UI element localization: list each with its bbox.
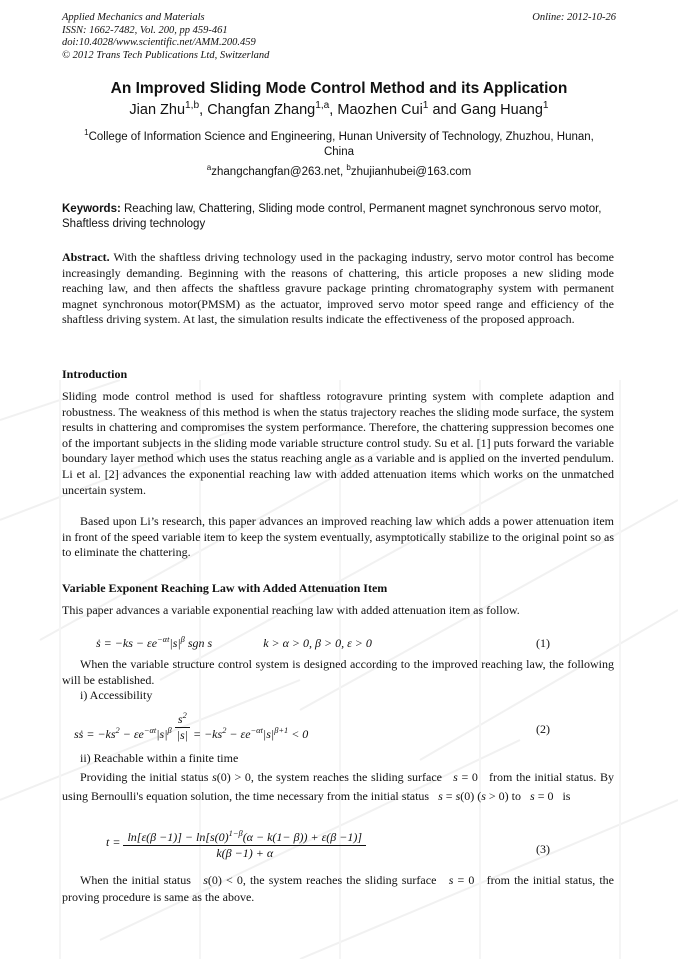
equation-2: sṡ = $-ks^2 - \varepsilon e^{-\alpha t}|s|^\beta$ $\frac{s^2}{|s|}$ = $-ks^2 - \varepsilon e^{-\alpha t}|s|^{\beta+1} < 0$ (2) <box>74 711 550 742</box>
affiliation <box>80 130 598 160</box>
abstract <box>62 250 614 328</box>
section-heading: Variable Exponent Reaching Law with Added Attenuation Item <box>62 581 388 595</box>
author-name: Gang Huang <box>460 102 543 118</box>
journal-name: Applied Mechanics and Materials <box>62 12 205 23</box>
abstract-label: Abstract. <box>62 250 110 264</box>
equation-3-number: (3) <box>536 842 550 856</box>
paper-title: An Improved Sliding Mode Control Method and its Application <box>110 80 568 97</box>
author-sup: 1 <box>422 100 429 112</box>
author-name: Changfan Zhang <box>207 102 316 118</box>
intro-paragraph-1: Sliding mode control method is used for shaftless rotogravure printing system with complete adaption and robustness. The weakness of this method is when the status trajectory reaches the sliding mode surface, the system results in chattering and compromises the system performance. Therefore, the chattering suppression becomes one of the important subjects in the sliding mode variable structure control study. Su et al. [1] puts forward the variable boundary layer method which uses the status reaching angle as a variable and is applied on the inverted pendulum. Li et al. [2] advances the exponential reaching law with added attenuation items which works on the unmatched uncertain system. <box>62 389 614 497</box>
online-date: Online: 2012-10-26 <box>532 12 616 23</box>
author-name: Jian Zhu <box>129 102 186 118</box>
section-paragraph-3: Providing the initial status s(0) > 0, the system reaches the sliding surface s = 0 from the initial status. By using Bernoulli's equation solution, the time necessary from the initial status s = s(0) (s > 0) to s = 0 is <box>62 770 615 803</box>
equation-3: t = $\frac{\ln[\varepsilon(\beta -1)] - \ln[s(0)^{1-\beta}(\alpha - k(1- \beta)) + \varepsilon(\beta -1)]}{k(\beta -1) + \alpha}$ (3) <box>106 829 550 860</box>
equation-1-number: (1) <box>536 636 550 650</box>
author-emails: $^a$zhangchangfan@263.net, $^b$zhujianhubei@163.com <box>206 163 472 178</box>
affiliation-sup: 1 <box>84 128 89 138</box>
intro-paragraph-2: Based upon Li’s research, this paper advances an improved reaching law which adds a power attenuation item in front of the speed variable item to keep the system eventually, asymptotically stabilize to the original point so as to eliminate the chattering. <box>62 514 614 560</box>
author-sup: 1,b <box>185 100 200 112</box>
issn: ISSN: 1662-7482, Vol. 200, pp 459-461 <box>62 24 228 36</box>
author-list: Jian Zhu$^{1,b}$, Changfan Zhang$^{1,a}$, Maozhen Cui$^1$ and Gang Huang$^1$ <box>129 100 549 118</box>
list-item-finite-time: ii) Reachable within a finite time <box>80 751 239 765</box>
keywords-label: Keywords: <box>62 203 121 215</box>
equation-1: ṡ = $-ks - \varepsilon e^{-\alpha t}|s|^\beta$ sgn s k > α > 0, β > 0, ε > 0 (1) <box>96 635 550 650</box>
author-name: Maozhen Cui <box>337 102 423 118</box>
email-b: zhujianhubei@163.com <box>350 166 472 178</box>
keywords <box>62 202 614 232</box>
copyright: © 2012 Trans Tech Publications Ltd, Switzerland <box>62 49 270 61</box>
affiliation-text: College of Information Science and Engineering, Hunan University of Technology, Zhuzhou, Hunan, China <box>88 131 594 158</box>
author-sup: 1 <box>542 100 549 112</box>
abstract-text: With the shaftless driving technology used in the packaging industry, servo motor control has become increasingly demanding. Beginning with the reasons of chattering, this article proposes a new sliding mode reaching law, and then affects the shaftless gravure package printing chromatography system with permanent magnet synchronous motor(PMSM) as the actuator, improved servo motor speed range and efficiency of the shaftless driving system. At last, the simulation results indicate the effectiveness of the proposed approach. <box>62 250 614 327</box>
equation-2-number: (2) <box>536 722 550 736</box>
email-a: zhangchangfan@263.net <box>211 166 340 178</box>
keywords-text: Reaching law, Chattering, Sliding mode control, Permanent magnet synchronous servo motor, Shaftless driving technology <box>62 203 602 230</box>
author-sup: 1,a <box>315 100 330 112</box>
intro-heading: Introduction <box>62 367 128 381</box>
doi: doi:10.4028/www.scientific.net/AMM.200.459 <box>62 37 256 48</box>
list-item-accessibility: i) Accessibility <box>80 688 153 702</box>
journal-header <box>62 12 269 62</box>
section-paragraph-4: When the initial status s(0) < 0, the system reaches the sliding surface s = 0 from the initial status, the proving procedure is same as the above. <box>62 873 615 904</box>
section-paragraph-1: This paper advances a variable exponential reaching law with added attenuation item as follow. <box>62 603 520 617</box>
section-paragraph-2: When the variable structure control system is designed according to the improved reaching law, the following will be established. <box>62 657 614 687</box>
